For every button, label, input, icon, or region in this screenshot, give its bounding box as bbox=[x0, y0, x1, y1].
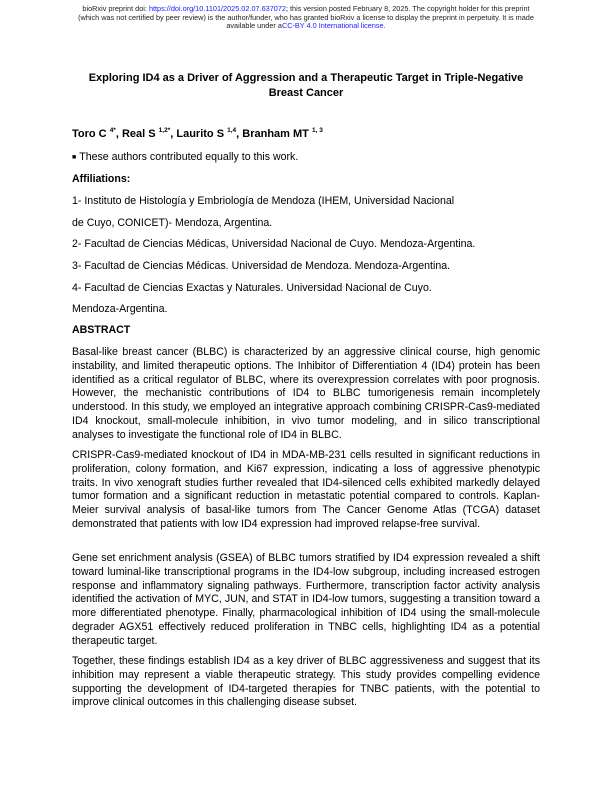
abstract-paragraph: Gene set enrichment analysis (GSEA) of BLBC tumors stratified by ID4 expression revealed a shift toward luminal-like transcriptional programs in the ID4-low subgroup, including increased estrogen response and inflammatory signaling pathways. Furthermore, transcription factor activity analysis identified the activation of MYC, JUN, and STAT in ID4-low tumors, suggesting a transition toward a more differentiated phenotype. Finally, pharmacological inhibition of ID4 using the small-molecule degrader AGX51 effectively reduced proliferation in TNBC cells, highlighting ID4 as a potential therapeutic target. bbox=[72, 552, 540, 647]
author-name: Laurito S bbox=[176, 128, 225, 140]
affiliations-heading: Affiliations: bbox=[72, 173, 131, 185]
header-text: . bbox=[383, 21, 386, 31]
author-affiliation-sup: 1, 3 bbox=[311, 127, 323, 134]
abstract-heading: ABSTRACT bbox=[72, 324, 131, 336]
doi-link[interactable]: https://doi.org/10.1101/2025.02.07.637072 bbox=[148, 4, 286, 13]
equal-contribution-note bbox=[72, 151, 298, 163]
paper-title: Exploring ID4 as a Driver of Aggression and a Therapeutic Target in Triple-Negative Breast Cancer bbox=[88, 72, 524, 99]
header-text: ; this version posted February 8, 2025. The copyright holder for this preprint bbox=[285, 4, 530, 13]
bullet-icon: ■ bbox=[72, 154, 77, 161]
author-name: Real S bbox=[121, 128, 156, 140]
affiliation-line: 4- Facultad de Ciencias Exactas y Naturales. Universidad Nacional de Cuyo. bbox=[72, 282, 432, 294]
affiliation-line: 3- Facultad de Ciencias Médicas. Universidad de Mendoza. Mendoza-Argentina. bbox=[72, 260, 451, 272]
author-affiliation-sup: 1,2* bbox=[158, 127, 171, 134]
author-affiliation-sup: 1,4 bbox=[227, 127, 237, 134]
affiliation-line: de Cuyo, CONICET)- Mendoza, Argentina. bbox=[72, 217, 273, 229]
abstract-paragraph: CRISPR-Cas9-mediated knockout of ID4 in MDA-MB-231 cells resulted in significant reductions in proliferation, colony formation, and Ki67 expression, indicating a loss of aggressive phenotypic traits. In vivo xenograft studies further revealed that ID4-silenced cells exhibited markedly delayed tumor formation and a significant reduction in metastatic potential compared to controls. Kaplan-Meier survival analysis of basal-like tumors from The Cancer Genome Atlas (TCGA) dataset demonstrated that patients with low ID4 expression had improved relapse-free survival. bbox=[72, 449, 540, 530]
preprint-header bbox=[40, 5, 572, 31]
header-text: bioRxiv preprint doi: bbox=[82, 4, 149, 13]
author-name: Branham MT bbox=[242, 128, 309, 140]
header-line-3 bbox=[40, 22, 572, 31]
author-affiliation-sup: 4* bbox=[109, 127, 116, 134]
equal-contribution-text: These authors contributed equally to this work. bbox=[79, 151, 299, 163]
affiliation-line: 1- Instituto de Histología y Embriología de Mendoza (IHEM, Universidad Nacional bbox=[72, 195, 455, 207]
abstract-paragraph: Basal-like breast cancer (BLBC) is characterized by an aggressive clinical course, high genomic instability, and limited therapeutic options. The Inhibitor of Differentiation 4 (ID4) protein has been identified as a critical regulator of BLBC, where its overexpression correlates with poor prognosis. However, the mechanistic contributions of ID4 to BLBC tumorigenesis remain incompletely understood. In this study, we employed an integrative approach combining CRISPR-Cas9-mediated ID4 knockout, small-molecule inhibition, in vivo tumor modeling, and in silico transcriptional analyses to investigate the functional role of ID4 in BLBC. bbox=[72, 346, 540, 441]
affiliation-line: Mendoza-Argentina. bbox=[72, 303, 168, 315]
header-line-2: (which was not certified by peer review) is the author/funder, who has granted bioRxiv a license to display the preprint in perpetuity. It is made bbox=[78, 12, 534, 22]
abstract-paragraph: Together, these findings establish ID4 as a key driver of BLBC aggressiveness and suggest that its inhibition may represent a viable therapeutic strategy. This study provides compelling evidence supporting the development of ID4-targeted therapies for TNBC patients, with the potential to improve clinical outcomes in this challenging disease subset. bbox=[72, 655, 540, 709]
author-name: Toro C bbox=[72, 128, 107, 140]
affiliation-line: 2- Facultad de Ciencias Médicas, Universidad Nacional de Cuyo. Mendoza-Argentina. bbox=[72, 238, 476, 250]
license-link[interactable]: CC-BY 4.0 International license bbox=[281, 21, 384, 31]
header-text: available under a bbox=[226, 21, 282, 31]
author-list: Toro C $^{4*}$, Real S $^{1,2*}$, Laurito S $^{1,4}$, Branham MT $^{1, 3}$ bbox=[72, 127, 323, 140]
